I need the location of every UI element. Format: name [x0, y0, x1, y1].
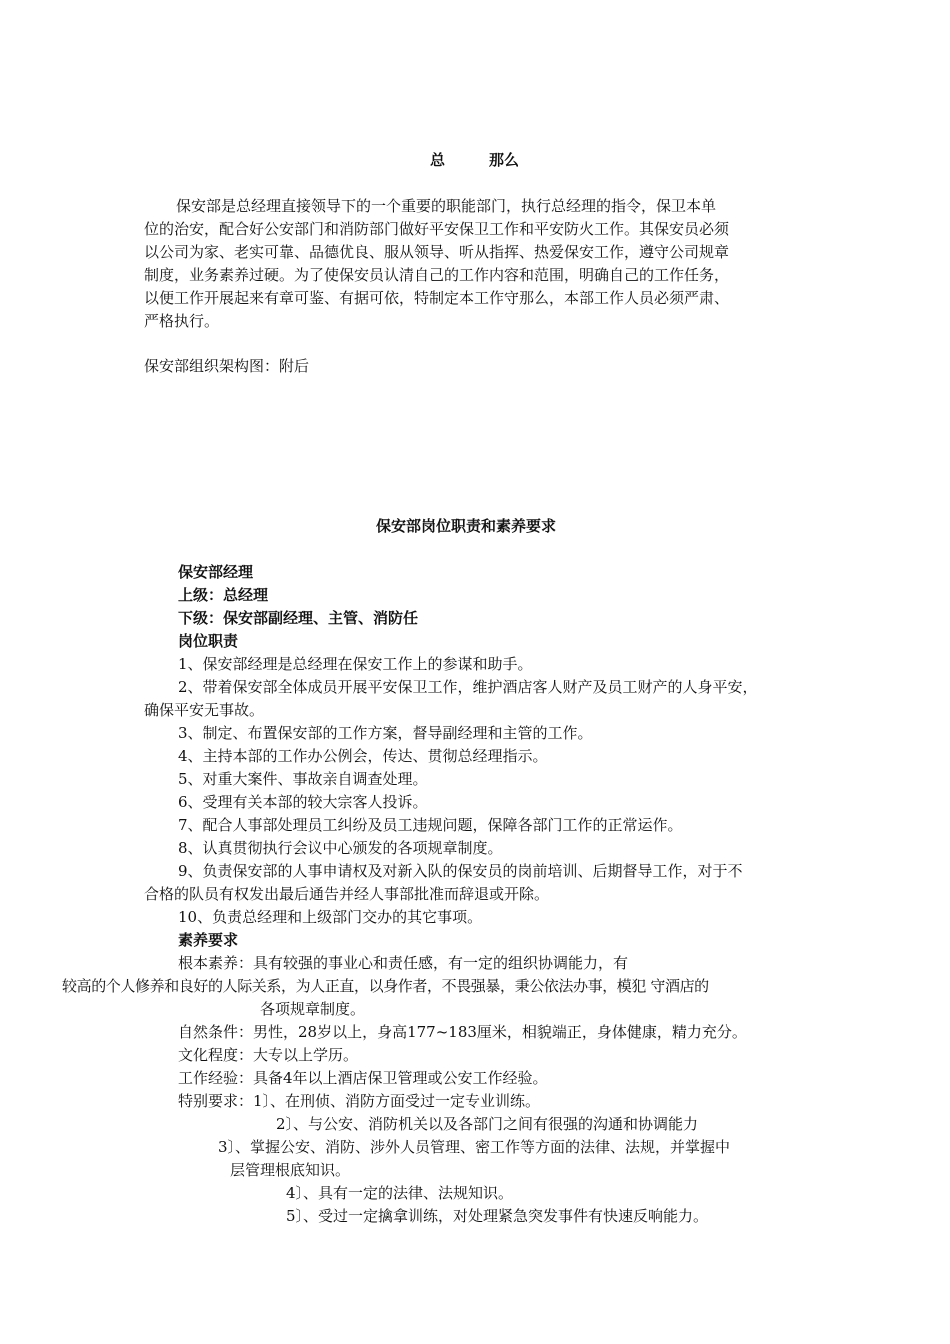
duty-item: 9、负责保安部的人事申请权及对新入队的保安员的岗前培训、后期督导工作，对于不: [178, 862, 743, 880]
requirement-education: 文化程度：大专以上学历。: [178, 1046, 359, 1064]
position-title: 保安部经理: [178, 563, 254, 581]
requirement-natural: 自然条件：男性，28岁以上，身高177~183厘米，相貌端正，身体健康，精力充分。: [178, 1023, 747, 1041]
intro-paragraph-line: 保安部是总经理直接领导下的一个重要的职能部门，执行总经理的指令，保卫本单: [176, 197, 717, 215]
requirement-experience: 工作经验：具备4年以上酒店保卫管理或公安工作经验。: [178, 1069, 548, 1087]
duty-item: 10、负责总经理和上级部门交办的其它事项。: [178, 908, 483, 926]
requirement-special: 5〕、受过一定擒拿训练，对处理紧急突发事件有快速反响能力。: [286, 1207, 709, 1225]
intro-paragraph-line: 以便工作开展起来有章可鉴、有据可依，特制定本工作守那么，本部工作人员必须严肃、: [144, 289, 730, 307]
section2-title: 保安部岗位职责和素养要求: [376, 517, 557, 535]
duty-item: 6、受理有关本部的较大宗客人投诉。: [178, 793, 428, 811]
duty-item: 确保平安无事故。: [144, 701, 265, 719]
requirement-special: 2〕、与公安、消防机关以及各部门之间有很强的沟通和协调能力: [276, 1115, 699, 1133]
requirement-basic: 各项规章制度。: [260, 1000, 366, 1018]
section-title-right: 那么: [489, 151, 520, 169]
intro-paragraph-line: 以公司为家、老实可靠、品德优良、服从领导、听从指挥、热爱保安工作，遵守公司规章: [144, 243, 730, 261]
duty-item: 8、认真贯彻执行会议中心颁发的各项规章制度。: [178, 839, 503, 857]
requirement-basic: 根本素养：具有较强的事业心和责任感，有一定的组织协调能力，有: [178, 954, 629, 972]
duty-item: 4、主持本部的工作办公例会，传达、贯彻总经理指示。: [178, 747, 548, 765]
subordinate-line: 下级：保安部副经理、主管、消防任: [178, 609, 419, 627]
duty-item: 合格的队员有权发出最后通告并经人事部批准而辞退或开除。: [144, 885, 550, 903]
requirement-special: 4〕、具有一定的法律、法规知识。: [286, 1184, 514, 1202]
requirement-basic: 较高的个人修养和良好的人际关系，为人正直，以身作者，不畏强暴，秉公依法办事，模犯 守酒店的: [62, 977, 709, 995]
requirements-heading: 素养要求: [178, 931, 239, 949]
duty-item: 7、配合人事部处理员工纠纷及员工违规问题，保障各部门工作的正常运作。: [178, 816, 683, 834]
requirement-special: 层管理根底知识。: [230, 1161, 351, 1179]
superior-line: 上级：总经理: [178, 586, 269, 604]
org-chart-note: 保安部组织架构图：附后: [144, 357, 310, 375]
duty-item: 5、对重大案件、事故亲自调查处理。: [178, 770, 428, 788]
duty-item: 2、带着保安部全体成员开展平安保卫工作，维护酒店客人财产及员工财产的人身平安，: [178, 678, 758, 696]
duty-item: 1、保安部经理是总经理在保安工作上的参谋和助手。: [178, 655, 533, 673]
section-title: [430, 150, 519, 170]
duty-item: 3、制定、布置保安部的工作方案，督导副经理和主管的工作。: [178, 724, 593, 742]
intro-paragraph-line: 位的治安，配合好公安部门和消防部门做好平安保卫工作和平安防火工作。其保安员必须: [144, 220, 730, 238]
intro-paragraph-line: 严格执行。: [144, 312, 220, 330]
intro-paragraph-line: 制度，业务素养过硬。为了使保安员认清自己的工作内容和范围，明确自己的工作任务，: [144, 266, 730, 284]
requirement-special: 特别要求：1〕、在刑侦、消防方面受过一定专业训练。: [178, 1092, 541, 1110]
section-title-left: 总: [430, 151, 446, 169]
duties-heading: 岗位职责: [178, 632, 239, 650]
requirement-special: 3〕、掌握公安、消防、涉外人员管理、密工作等方面的法律、法规，并掌握中: [218, 1138, 731, 1156]
